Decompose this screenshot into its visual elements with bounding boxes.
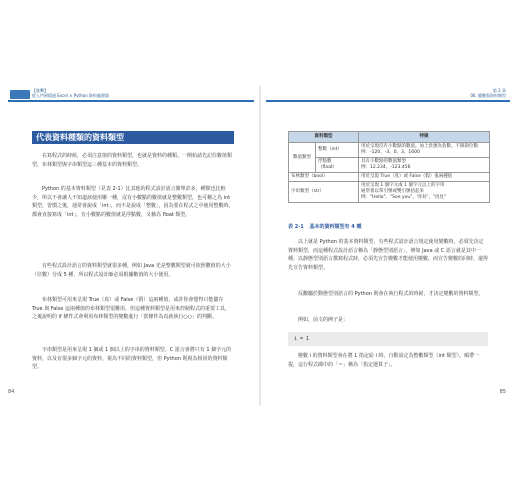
page-number-right: 85 xyxy=(499,389,506,395)
table-type-cell: 浮點數 （float） xyxy=(316,158,359,173)
paragraph: Python 的基本資料類型（見表 2-1）比其他的程式設計語言簡單許多，種類也比較少，所以不會讓人不知道該使用哪一種，沒有小數點的數值就是整數類型，也可稱之為 int 類型，習慣之後，通常會說成「int」，而不是說成「整數」，因為要在程式之中使用整數時，都會直接寫成「int」，有小數點的數值就是浮點數，又稱為 float 類型。 xyxy=(32,186,234,218)
right-page xyxy=(262,86,514,406)
paragraph: 變數 i 的資料類型會在將 1 指定給 i 時，自動設定為整數類型（int 類型）。順帶一提，這行程式碼中的「＝」稱為「指定運算子」。 xyxy=(288,353,480,368)
left-page xyxy=(6,86,258,406)
header-rule xyxy=(266,100,510,102)
table-row xyxy=(289,182,490,203)
table-caption xyxy=(288,223,362,230)
paragraph: 以上就是 Python 的基本資料類型，有些程式設計語言規定使用變數時，必須先決定資料類型，而這種程式設計語言稱為「靜態型別語言」，例如 Java 或 C 語言就是其中一種，以靜態型別語言撰寫程式時，必須先宣告變數才能使用變數，而宣告變數的同時，還得先宣告資料類型。 xyxy=(288,239,489,271)
paragraph: 在寫程式的時候，必須注意值的資料類型，也就是資料的種類。一開始請先記住數值類型、布林類型與字串類型這三種基本的資料類型。 xyxy=(32,153,233,168)
section-title: 代表資料種類的資料類型 xyxy=(32,131,234,144)
paragraph: 字串類型是用來呈現 1 個或 1 個以上的字串的資料類型。C 語言會將只有 1 個字元的資料，以及有很多個字元的資料，視為不同的資料類型，但 Python 則視為相同的資料類型。 xyxy=(32,347,232,371)
paragraph: 布林類型可用來呈現 True（真）或 False（假）這兩種值，或許你會覺得只能儲存 True 與 False 這兩種值的布林類型很難用，但這種資料類型是用來控制程式的重要工具，之後說明的 if 條件式會利用布林類型的變數進行「當條件為真就執行○○」的判斷。 xyxy=(32,297,230,321)
table-type-cell: 布林類型（bool） xyxy=(289,173,359,182)
left-header-line1: 【進擊】 xyxy=(32,88,48,93)
book-spread xyxy=(6,86,514,406)
table-desc-cell: 用於呈現 1 個字元或 1 個字元以上的字串 通常會以單引號或雙引號括起來 例："Hello"、"See you"、'你好'、"再見" xyxy=(359,182,490,203)
gutter xyxy=(259,86,261,406)
table-row xyxy=(289,158,490,173)
paragraph: 例如，前文的例子是： xyxy=(298,317,349,323)
paragraph: 有些程式設計語言的資料類型就很多種，例如 Java 光是整數類型就可依照數值的大小（位數）分成 5 種，所以程式設計師必須根據數值的大小使用。 xyxy=(32,263,231,278)
table-header-cell: 資料類型 xyxy=(289,132,359,143)
data-type-table xyxy=(288,131,490,203)
paragraph: 反觀屬於動態型別語言的 Python 則會在執行程式的時候，才決定變數的資料類型。 xyxy=(298,291,484,297)
caption-label: 表 2-1 xyxy=(288,224,304,230)
caption-text: 基本的資料類型有 4 種 xyxy=(309,224,362,230)
code-block: i = 1 xyxy=(288,332,488,346)
table-group-cell: 數值類型 xyxy=(289,143,316,173)
right-running-header xyxy=(470,88,506,98)
section-label: 06. 變數與資料類型 xyxy=(470,93,506,98)
table-type-cell: 整數（int） xyxy=(316,143,359,158)
left-header-line2: 從入門到精通 Excel × Python 資料處理器 xyxy=(32,93,109,98)
table-desc-cell: 具有小數點的數值類型 例：12.234、-123.456 xyxy=(359,158,490,173)
book-logo-icon xyxy=(10,90,30,99)
table-row xyxy=(289,173,490,182)
chapter-label: 第 2 章 xyxy=(492,88,506,93)
table-header-cell: 特徵 xyxy=(359,132,490,143)
table-desc-cell: 用於呈現 True（真）或 False（假）值兩種值 xyxy=(359,173,490,182)
header-rule xyxy=(8,100,254,102)
table-desc-cell: 用於呈現沒有小數點的數值。加上負號為負數。不限制位數 例：-120、-3、0、3、1600 xyxy=(359,143,490,158)
table-header-row xyxy=(289,132,490,143)
page-number-left: 84 xyxy=(8,389,15,395)
table-row xyxy=(289,143,490,158)
table-type-cell: 字串類型（str） xyxy=(289,182,359,203)
